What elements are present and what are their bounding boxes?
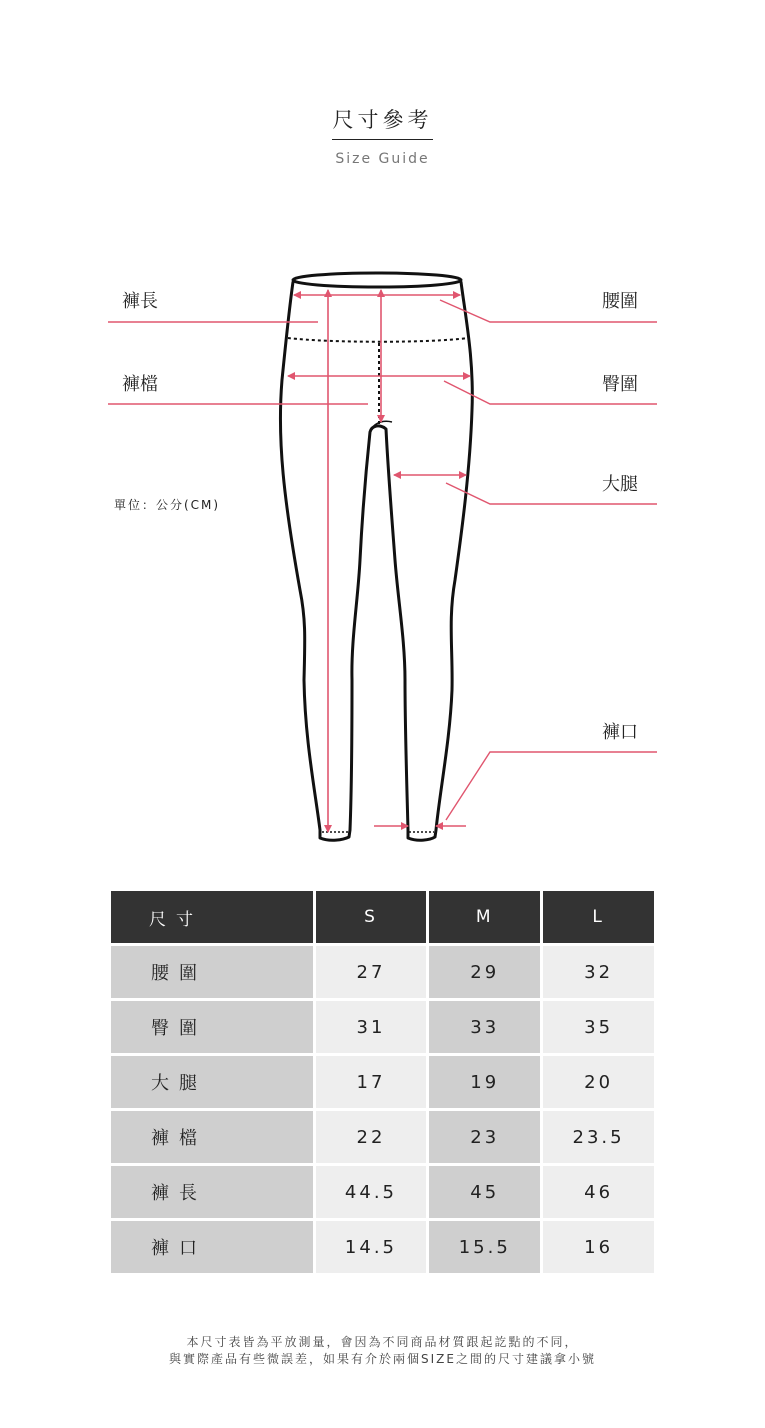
label-waist: 腰圍: [602, 291, 638, 312]
row-label: 褲口: [110, 1220, 315, 1275]
row-label: 腰圍: [110, 945, 315, 1000]
header-cell-m: M: [428, 890, 542, 945]
footnote-line-1: 本尺寸表皆為平放測量，會因為不同商品材質跟起訖點的不同，: [186, 1335, 579, 1349]
table-cell: 31: [314, 1000, 428, 1055]
label-rise: 褲檔: [122, 374, 158, 395]
row-label: 大腿: [110, 1055, 315, 1110]
footnote-line-2: 與實際產品有些微誤差，如果有介於兩個SIZE之間的尺寸建議拿小號: [169, 1352, 596, 1366]
header-cell-s: S: [314, 890, 428, 945]
header-cell-l: L: [542, 890, 656, 945]
table-header-row: [110, 890, 656, 945]
table-cell: 23.5: [542, 1110, 656, 1165]
table-row: [110, 1165, 656, 1220]
header-cell-size: 尺寸: [110, 890, 315, 945]
label-hip: 臀圍: [602, 374, 638, 395]
page-title: 尺寸參考: [332, 108, 433, 132]
table-cell: 15.5: [428, 1220, 542, 1275]
table-cell: 14.5: [314, 1220, 428, 1275]
hem-leader: [446, 752, 657, 820]
table-cell: 45: [428, 1165, 542, 1220]
table-cell: 32: [542, 945, 656, 1000]
page-subtitle: Size Guide: [335, 151, 430, 167]
footnote: [0, 1334, 765, 1368]
label-thigh: 大腿: [602, 474, 638, 495]
table-cell: 46: [542, 1165, 656, 1220]
table-cell: 33: [428, 1000, 542, 1055]
label-hem: 褲口: [602, 722, 638, 743]
table-cell: 44.5: [314, 1165, 428, 1220]
table-cell: 23: [428, 1110, 542, 1165]
table-cell: 22: [314, 1110, 428, 1165]
row-label: 褲檔: [110, 1110, 315, 1165]
table-cell: 29: [428, 945, 542, 1000]
table-cell: 20: [542, 1055, 656, 1110]
table-cell: 16: [542, 1220, 656, 1275]
waistband-seam: [288, 338, 468, 342]
label-length: 褲長: [122, 291, 158, 312]
table-cell: 19: [428, 1055, 542, 1110]
unit-note: 單位：公分(CM): [114, 498, 221, 512]
row-label: 臀圍: [110, 1000, 315, 1055]
leggings-outline: [280, 273, 472, 840]
table-cell: 27: [314, 945, 428, 1000]
table-row: [110, 945, 656, 1000]
table-row: [110, 1000, 656, 1055]
table-cell: 35: [542, 1000, 656, 1055]
row-label: 褲長: [110, 1165, 315, 1220]
table-row: [110, 1220, 656, 1275]
table-cell: 17: [314, 1055, 428, 1110]
size-table: [108, 888, 657, 1276]
table-row: [110, 1055, 656, 1110]
table-row: [110, 1110, 656, 1165]
